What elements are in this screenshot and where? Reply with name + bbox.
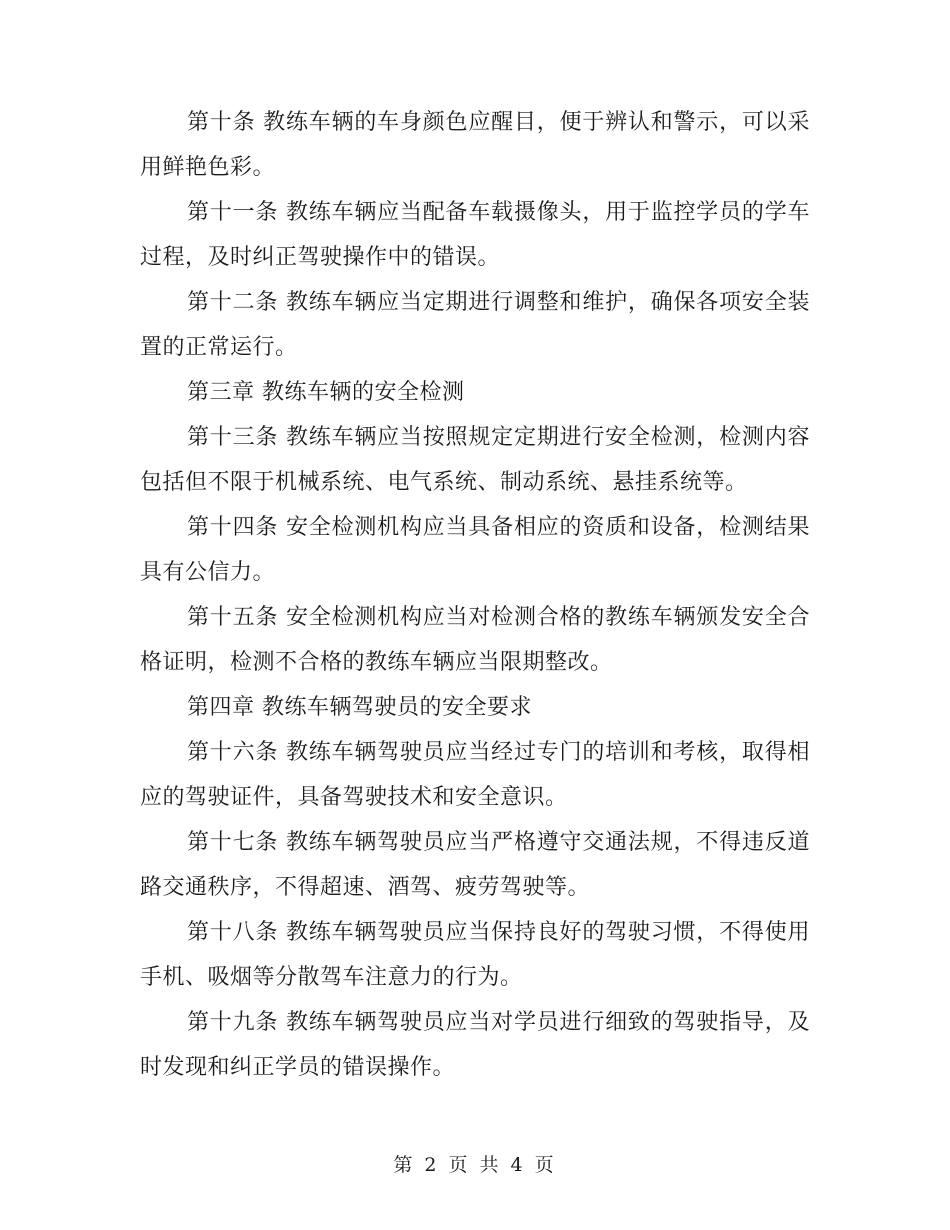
article-13: 第十三条 教练车辆应当按照规定定期进行安全检测，检测内容包括但不限于机械系统、电气系统、制动系统、悬挂系统等。 [140,425,810,495]
page-number-footer: 第 2 页 共 4 页 [393,1154,557,1176]
article-10: 第十条 教练车辆的车身颜色应醒目，便于辨认和警示，可以采用鲜艳色彩。 [140,110,810,180]
chapter-3-heading: 第三章 教练车辆的安全检测 [187,380,465,405]
article-17: 第十七条 教练车辆驾驶员应当严格遵守交通法规，不得违反道路交通秩序，不得超速、酒驾、疲劳驾驶等。 [140,830,810,900]
article-16: 第十六条 教练车辆驾驶员应当经过专门的培训和考核，取得相应的驾驶证件，具备驾驶技术和安全意识。 [140,740,810,810]
article-11: 第十一条 教练车辆应当配备车载摄像头，用于监控学员的学车过程，及时纠正驾驶操作中的错误。 [140,200,810,270]
chapter-4-heading: 第四章 教练车辆驾驶员的安全要求 [187,695,532,720]
article-12: 第十二条 教练车辆应当定期进行调整和维护，确保各项安全装置的正常运行。 [140,290,810,360]
article-15: 第十五条 安全检测机构应当对检测合格的教练车辆颁发安全合格证明，检测不合格的教练车辆应当限期整改。 [140,605,810,675]
article-18: 第十八条 教练车辆驾驶员应当保持良好的驾驶习惯，不得使用手机、吸烟等分散驾车注意力的行为。 [140,920,810,990]
article-19: 第十九条 教练车辆驾驶员应当对学员进行细致的驾驶指导，及时发现和纠正学员的错误操作。 [140,1010,810,1080]
article-14: 第十四条 安全检测机构应当具备相应的资质和设备，检测结果具有公信力。 [140,515,810,585]
document-body [140,100,810,1090]
